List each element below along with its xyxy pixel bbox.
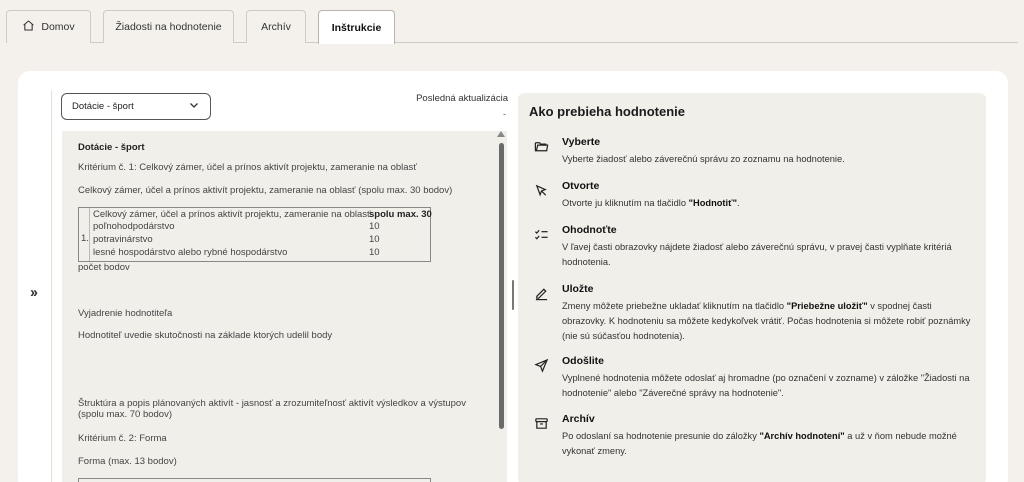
step-title: Odošlite: [562, 355, 605, 367]
chevron-down-icon: [188, 99, 200, 114]
tab-applications[interactable]: [103, 10, 234, 43]
program-select-value: Dotácie - šport: [72, 101, 134, 112]
instructions-panel: [518, 93, 986, 482]
step-description: Vyberte žiadosť alebo záverečnú správu zo zoznamu na hodnotenie.: [562, 154, 845, 164]
table-row-label: poľnohodpodárstvo: [93, 221, 175, 232]
step-description: V ľavej časti obrazovky nájdete žiadosť alebo záverečnú správu, v pravej časti vyplňate kritériá hodnotenia.: [562, 242, 952, 267]
tab-home-label: Domov: [41, 21, 75, 33]
doc-evaluator-text: Hodnotiteľ uvedie skutočnosti na základe ktorých udelil body: [78, 330, 333, 341]
table-row-number: 1.: [81, 233, 89, 244]
folder-icon: [534, 139, 549, 154]
doc-structure-line-1: Štruktúra a popis plánovaných aktivít - jasnosť a zrozumiteľnosť aktivít výsledkov a výstupov: [78, 398, 466, 409]
table-row-value: 10: [369, 234, 380, 245]
scroll-up-icon[interactable]: [497, 131, 505, 137]
doc-points-label: počet bodov: [78, 262, 130, 273]
criteria-table-2: [78, 478, 431, 482]
table-row-value: 10: [369, 221, 380, 232]
tab-home[interactable]: [6, 10, 91, 43]
program-select[interactable]: [61, 93, 211, 120]
tab-bar: [6, 0, 1018, 43]
criteria-table: [78, 207, 431, 262]
step-title: Uložte: [562, 283, 594, 295]
tab-applications-label: Žiadosti na hodnotenie: [115, 21, 222, 33]
table-header-text: Celkový zámer, účel a prínos aktivít projektu, zameranie na oblasť: [93, 209, 371, 220]
step-description: Zmeny môžete priebežne ukladať kliknutím na tlačidlo "Priebežne uložiť" v spodnej časti obrazovky. K hodnoteniu sa môžete kedykoľvek vrátiť. Počas hodnotenia si môžete robiť poznámky (nie sú súčasťou hodnotenia).: [562, 301, 971, 341]
last-update-value: -: [503, 109, 506, 119]
step-description: Po odoslaní sa hodnotenie presunie do záložky "Archív hodnotení" a už v ňom nebude možné vykonať zmeny.: [562, 431, 957, 456]
doc-criterion-1: Kritérium č. 1: Celkový zámer, účel a prínos aktivít projektu, zameranie na oblasť: [78, 162, 417, 173]
archive-icon: [534, 416, 549, 431]
tab-archive-label: Archív: [261, 21, 291, 33]
document-scrollbar[interactable]: [496, 131, 507, 481]
table-row-value: 10: [369, 247, 380, 258]
table-divider: [89, 208, 90, 261]
tab-instructions-label: Inštrukcie: [331, 21, 382, 34]
table-row-label: lesné hospodárstvo alebo rybné hospodárstvo: [93, 247, 288, 258]
scroll-thumb[interactable]: [499, 143, 504, 429]
doc-structure-line-2: (spolu max. 70 bodov): [78, 409, 172, 420]
tab-archive[interactable]: [246, 10, 306, 43]
step-description: Vyplnené hodnotenia môžete odoslať aj hromadne (po označení v zozname) v záložke "Žiadosti na hodnotenie" alebo "Záverečné správy na hodnotenie".: [562, 373, 970, 398]
step-title: Otvorte: [562, 180, 600, 192]
table-header-value: spolu max. 30: [369, 209, 432, 220]
step-title: Vyberte: [562, 136, 601, 148]
instructions-title: Ako prebieha hodnotenie: [529, 104, 686, 119]
last-update-label: Posledná aktualizácia: [416, 93, 508, 104]
pencil-icon: [534, 286, 549, 301]
send-icon: [534, 358, 549, 373]
step-title: Archív: [562, 413, 595, 425]
doc-criterion-1-desc: Celkový zámer, účel a prínos aktivít projektu, zameranie na oblasť (spolu max. 30 bodov): [78, 185, 453, 196]
tab-instructions[interactable]: [318, 10, 395, 44]
table-row-label: potravinárstvo: [93, 234, 153, 245]
doc-evaluator-heading: Vyjadrenie hodnotiteľa: [78, 308, 173, 319]
home-icon: [22, 19, 35, 35]
doc-heading: Dotácie - šport: [78, 142, 145, 153]
checklist-icon: [534, 227, 549, 242]
cursor-icon: [534, 183, 549, 198]
step-title: Ohodnoťte: [562, 224, 617, 236]
doc-criterion-2-desc: Forma (max. 13 bodov): [78, 456, 177, 467]
doc-criterion-2: Kritérium č. 2: Forma: [78, 433, 167, 444]
expand-sidebar-icon[interactable]: ››: [30, 284, 36, 301]
document-preview[interactable]: [62, 131, 507, 482]
pane-resize-handle[interactable]: [512, 280, 514, 310]
step-description: Otvorte ju kliknutím na tlačidlo "Hodnotiť".: [562, 198, 740, 208]
